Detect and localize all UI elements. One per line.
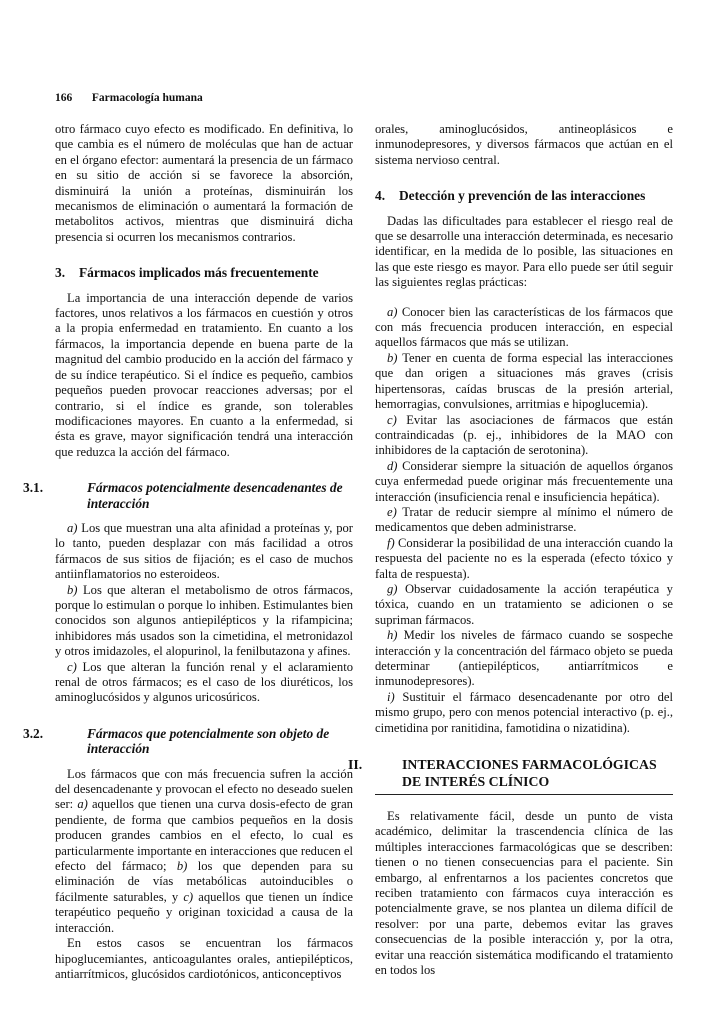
list-item — [375, 690, 673, 736]
section-number: II. — [348, 757, 363, 773]
item-label: g) — [387, 581, 398, 596]
page-number: 166 — [55, 92, 73, 104]
item-label: a) — [387, 304, 398, 319]
paragraph — [55, 767, 353, 936]
subsection-title: Fármacos que potencialmente son objeto de interacción — [87, 725, 330, 757]
paragraph: En estos casos se encuentran los fármacos hipoglucemiantes, anticoagulantes orales, antiepilépticos, antiarrítmicos, glucósidos cardiotónicos, anticonceptivos — [55, 936, 353, 981]
subsection-number: 3.1. — [23, 480, 44, 496]
subsection-title: Fármacos potencialmente desencadenantes de interacción — [87, 480, 343, 511]
list-item — [375, 536, 673, 582]
item-text: Los que alteran el metabolismo de otros fármacos, porque lo estimulan o porque lo inhiben. Estimulantes bien conocidos son algunos antiepilépticos y la rifampicina; inhibidores más usados son la cimetidina, el metronidazol y otros imidazoles, el alopurinol, la fenilbutazona y afines. — [55, 582, 353, 659]
list-item — [375, 505, 673, 536]
paragraph-continued: otro fármaco cuyo efecto es modificado. En definitiva, lo que cambia es el número de moléculas que han de actuar en el órgano efector: aumentará la presencia de un fármaco en su sitio de acción si se favorece la absorción, disminuirá la unión a proteínas, disminuirán los mecanismos de eliminación o aumentará la formación de metabolitos activos, mientras que disminuirá dicha presencia si ocurren los mecanismos contrarios. — [55, 122, 353, 244]
item-text: Observar cuidadosamente la acción terapéutica y tóxica, cuando en un tratamiento se adicionen o se supriman fármacos. — [375, 581, 673, 627]
section-heading-4 — [375, 188, 673, 203]
rules-list — [375, 305, 673, 736]
item-text: Los que muestran una alta afinidad a proteínas y, por lo tanto, pueden desplazar con más facilidad a otros fármacos de sus sitios de fijación; es el caso de muchos antiinflamatorios no esteroideos. — [55, 520, 353, 582]
item-text: Medir los niveles de fármaco cuando se sospeche interacción y la concentración del fármaco objeto se pueda determinar (antiepilépticos, antiarrítmicos e inmunodepresores). — [375, 628, 674, 689]
subsection-number: 3.2. — [23, 725, 44, 741]
item-text: Considerar siempre la situación de aquellos órganos cuya enfermedad puede originar más frecuentemente una interacción (insuficiencia renal e insuficiencia hepática). — [375, 458, 673, 504]
item-label: f) — [387, 535, 395, 550]
item-label: c) — [67, 659, 77, 674]
section-title: INTERACCIONES FARMACOLÓGICAS DE INTERÉS CLÍNICO — [402, 757, 657, 790]
list-item — [375, 459, 673, 505]
text-run: aquellos que tienen una curva dosis-efecto de gran pendiente, de forma que cambios pequeños en la dosis producen grandes cambios en el efecto, lo cual es particularmente importante en interacciones que reducen el efecto del fármaco; — [55, 797, 353, 874]
subsection-heading-3-1 — [23, 480, 353, 511]
list-item — [55, 521, 353, 583]
item-label: h) — [387, 628, 398, 643]
item-text: Considerar la posibilidad de una interacción cuando la respuesta del paciente no es la esperada (efecto tóxico y falta de respuesta). — [375, 535, 673, 581]
running-title: Farmacología humana — [91, 92, 203, 104]
list-item — [375, 305, 673, 351]
chapter-section-heading-ii — [348, 756, 673, 790]
item-text: Evitar las asociaciones de fármacos que están contraindicadas (p. ej., inhibidores de la MAO con inhibidores de la captación de serotonina). — [375, 412, 673, 458]
section-number: 4. — [375, 188, 386, 204]
text-run: aquellos que tienen un índice terapéutico pequeño y originan toxicidad a causa de la interacción. — [55, 889, 353, 935]
list-item — [375, 351, 673, 413]
section-title: Fármacos implicados más frecuentemente — [79, 265, 319, 281]
list-item — [375, 413, 673, 459]
item-label: e) — [387, 504, 397, 519]
paragraph: La importancia de una interacción depende de varios factores, unos relativos a los fármacos en cuestión y otros a la propia enfermedad en tratamiento. En cuanto a los fármacos, la importancia depende en buena parte de la magnitud del cambio producido en la acción del fármaco y de su índice terapéutico. Si el índice es pequeño, cambios pequeños pueden provocar reacciones adversas; por el contrario, si el índice es grande, son tolerables modificaciones mayores. En cuanto a la enfermedad, si ésta es grave, mayor significación tendrá una interacción que reduzca la acción del fármaco. — [55, 290, 353, 459]
list-item — [375, 628, 673, 690]
paragraph-continued: orales, aminoglucósidos, antineoplásicos e inmunodepresores, y diversos fármacos que actúan en el sistema nervioso central. — [375, 122, 673, 167]
item-label: d) — [387, 458, 398, 473]
item-label: b) — [387, 350, 398, 365]
item-text: Conocer bien las características de los fármacos que con más frecuencia producen interacción, en especial aquellos fármacos que más se utilizan. — [375, 304, 673, 350]
item-label: b) — [176, 859, 188, 874]
running-header — [55, 92, 203, 104]
paragraph: Es relativamente fácil, desde un punto de vista académico, delimitar la trascendencia clínica de las múltiples interacciones farmacológicas que se describen: tienen o no tienen consecuencias para el paciente. Sin embargo, al enfrentarnos a los pacientes concretos que reciben tratamiento con fármacos cuya interacción es potencialmente grave, se nos plantea un dilema difícil de resolver: por una parte, debemos evitar las graves consecuencias de la posible interacción y, por la otra, evitar una reacción sistemática modificando el tratamiento en todos los — [375, 809, 673, 978]
item-label: a) — [67, 520, 78, 535]
section-heading-3 — [55, 265, 353, 280]
section-number: 3. — [55, 265, 66, 281]
item-label: c) — [387, 412, 397, 427]
item-label: a) — [77, 797, 88, 812]
list-item — [55, 583, 353, 660]
item-text: Sustituir el fármaco desencadenante por otro del mismo grupo, pero con menos potencial interactivo (p. ej., cimetidina por ranitidina, famotidina o nizatidina). — [375, 689, 673, 735]
left-column — [23, 122, 353, 982]
item-label: b) — [67, 582, 78, 597]
list-item — [375, 582, 673, 628]
item-text: Tener en cuenta de forma especial las interacciones que dan origen a situaciones más graves (crisis hipertensoras, caídas bruscas de la presión arterial, hemorragias, convulsiones, arritmias e hipoglucemia). — [375, 350, 673, 412]
item-text: Los que alteran la función renal y el aclaramiento renal de otros fármacos; es el caso de los diuréticos, los aminoglucósidos y algunos uricosúricos. — [55, 659, 353, 705]
subsection-heading-3-2 — [23, 725, 353, 757]
item-text: Tratar de reducir siempre al mínimo el número de medicamentos que deben administrarse. — [375, 504, 673, 535]
text-run: Los fármacos que con más frecuencia sufren la acción del desencadenante y provocan el efecto no deseado suelen ser: — [55, 766, 353, 812]
item-label: i) — [387, 689, 395, 704]
text-run: los que dependen para su eliminación de vías metabólicas autoinducibles o fácilmente saturables, y — [55, 859, 353, 904]
right-column — [348, 122, 674, 979]
list-item — [55, 660, 353, 706]
item-label: c) — [183, 889, 194, 904]
paragraph: Dadas las dificultades para establecer el riesgo real de que se desarrolle una interacción determinada, es necesario identificar, en la medida de lo posible, las situaciones en las que este riesgo es mayor. Para ello puede ser útil seguir las siguientes reglas prácticas: — [375, 213, 673, 290]
section-title: Detección y prevención de las interacciones — [399, 188, 646, 204]
